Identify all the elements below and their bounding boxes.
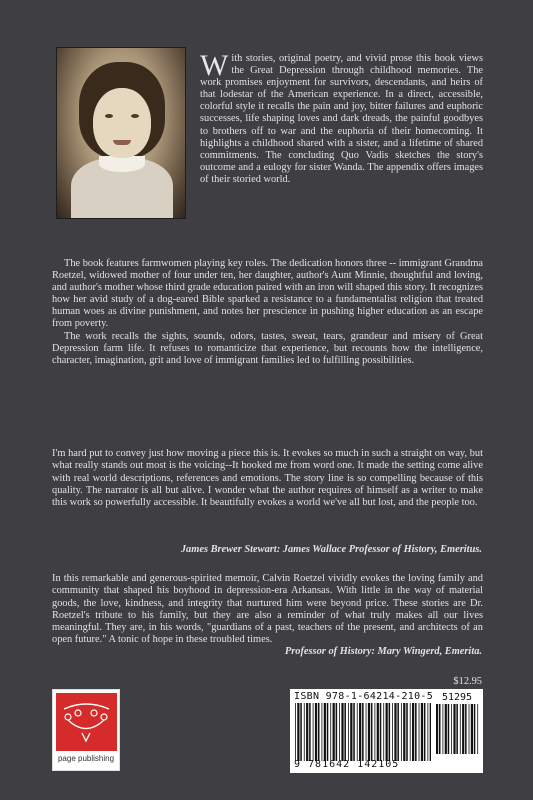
review-1-attribution: James Brewer Stewart: James Wallace Professor of History, Emeritus.: [180, 544, 482, 555]
review-2-attribution: Professor of History: Mary Wingerd, Emerita.: [284, 646, 482, 657]
intro-paragraph-1: [200, 49, 483, 186]
author-childhood-photo: [56, 47, 186, 219]
intro-paragraph-2: The book features farmwomen playing key roles. The dedication honors three -- immigrant Grandma Roetzel, widowed mother of four under ten, her daughter, author's Aunt Minnie, thoughtful and loving, and author's mother whose third grade education paired with an iron will shaped this story. It recognizes how her avid study of a dog-eared Bible sparked a resistance to a fundamentalist religion that treated human woes as divine punishment, and notes her prescience in pushing higher education as an escape from poverty.: [52, 258, 483, 330]
isbn-label: ISBN 978-1-64214-210-5: [294, 691, 434, 702]
intro-continuation: [52, 258, 483, 367]
addon-barcode: [435, 704, 479, 754]
review-2-text: In this remarkable and generous-spirited memoir, Calvin Roetzel vividly evokes the loving family and community that shaped his boyhood in depression-era Arkansas. With little in the way of material goods, the love, kindness, and integrity that nurtured him were beyond price. These stories are Dr. Roetzel's tribute to his family, but they are also a reminder of what truly makes all our lives meaningful. They are, in his words, "guardians of a past, teachers of the present, and architects of an open future." A tonic of hope in these troubled times.: [52, 573, 483, 646]
intro-text-1: ith stories, original poetry, and vivid prose this book views the Great Depression through childhood memories. The work promises enjoyment for survivors, descendants, and heirs of that lodestar of the American experience. In a direct, accessible, colorful style it recalls the pain and joy, bitter failures and euphoric successes, life shaping loves and dark dreads, the painful goodbyes to brothers off to war and the euphoria of their homecoming. It highlights a childhood shared with a sister, and a lifetime of shared commitments. The concluding Quo Vadis sketches the story's outcome and a eulogy for sister Wanda. The appendix offers images of their storied world.: [200, 53, 483, 185]
publisher-name: page publishing: [57, 754, 115, 763]
barcode-addon-digits: 51295: [441, 692, 473, 703]
ean13-barcode: [294, 703, 431, 761]
publisher-logo: [52, 689, 120, 771]
publisher-logo-mark: [56, 693, 117, 751]
price: $12.95: [453, 676, 482, 687]
intro-paragraph-3: The work recalls the sights, sounds, odors, tastes, sweat, tears, grandeur and misery of Great Depression farm life. It refuses to romanticize that experience, but recounts how the intelligence, character, imagination, grit and love of immigrant families led to fulfilling possibilities.: [52, 330, 483, 366]
review-1-text: I'm hard put to convey just how moving a piece this is. It evokes so much in such a straight on way, but what really stands out most is the voicing--It hooked me from word one. It made the setting come alive with real world descriptions, references and emotions. The story line is so compelling because of this quality. The narrator is all but alive. I wonder what the author requires of himself as a writer to make this work so powerfully accessible. It beautifully evokes a world we've all but lost, and the people too.: [52, 448, 483, 509]
drop-cap: W: [200, 49, 229, 82]
isbn-barcode: [290, 689, 483, 773]
barcode-digits: 9 781642 142105: [294, 759, 400, 770]
